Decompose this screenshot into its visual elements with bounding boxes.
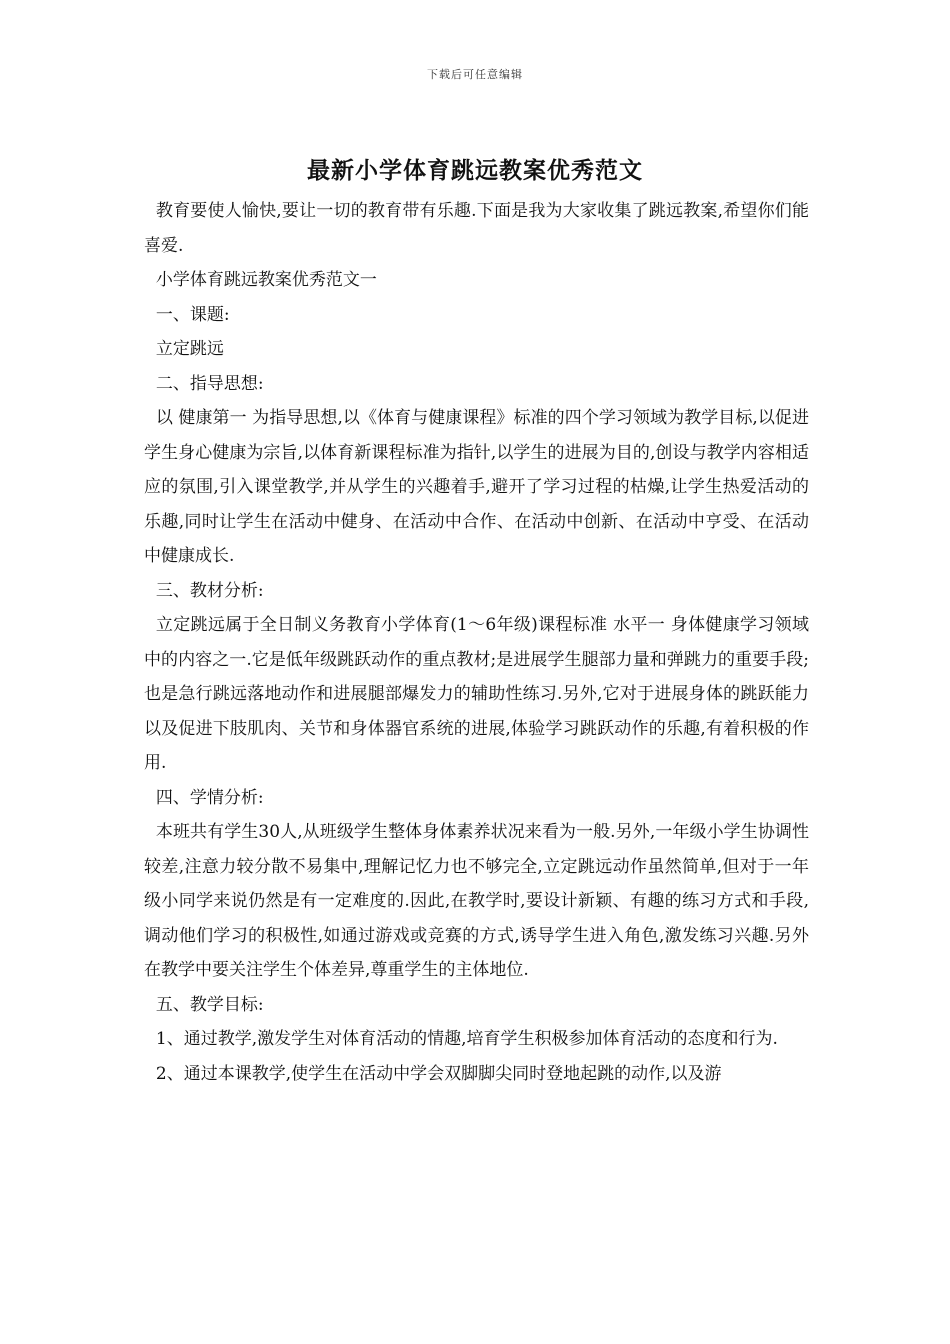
document-body bbox=[144, 194, 809, 1091]
header-note: 下载后可任意编辑 bbox=[427, 68, 523, 81]
paragraph-topic: 立定跳远 bbox=[155, 339, 224, 359]
paragraph-student-analysis: 本班共有学生30人,从班级学生整体身体素养状况来看为一般.另外,一年级小学生协调性较差,注意力较分散不易集中,理解记忆力也不够完全,立定跳远动作虽然简单,但对于一年级小同学来说仍然是有一定难度的.因此,在教学时,要设计新颖、有趣的练习方式和手段,调动他们学习的积极性,如通过游戏或竞赛的方式,诱导学生进入角色,激发练习兴趣.另外在教学中要关注学生个体差异,尊重学生的主体地位. bbox=[144, 822, 809, 980]
document-title: 最新小学体育跳远教案优秀范文 bbox=[307, 157, 643, 184]
paragraph-intro: 教育要使人愉快,要让一切的教育带有乐趣.下面是我为大家收集了跳远教案,希望你们能喜爱. bbox=[144, 201, 809, 256]
heading-topic: 一、课题: bbox=[155, 304, 230, 325]
paragraph-guiding-thought: 以 健康第一 为指导思想,以《体育与健康课程》标准的四个学习领域为教学目标,以促进学生身心健康为宗旨,以体育新课程标准为指针,以学生的进展为目的,创设与教学内容相适应的氛围,引入课堂教学,并从学生的兴趣着手,避开了学习过程的枯燥,让学生热爱活动的乐趣,同时让学生在活动中健身、在活动中合作、在活动中创新、在活动中亨受、在活动中健康成长. bbox=[144, 408, 809, 566]
paragraph-material-analysis: 立定跳远属于全日制义务教育小学体育(1～6年级)课程标准 水平一 身体健康学习领域中的内容之一.它是低年级跳跃动作的重点教材;是进展学生腿部力量和弹跳力的重要手段;也是急行跳远落地动作和进展腿部爆发力的辅助性练习.另外,它对于进展身体的跳跃能力以及促进下肢肌肉、关节和身体器官系统的进展,体验学习跳跃动作的乐趣,有着积极的作用. bbox=[144, 615, 809, 773]
section-title: 小学体育跳远教案优秀范文一 bbox=[155, 270, 377, 290]
heading-student-analysis: 四、学情分析: bbox=[155, 787, 264, 808]
paragraph-goal-2: 2、通过本课教学,使学生在活动中学会双脚脚尖同时登地起跳的动作,以及游 bbox=[155, 1063, 722, 1084]
paragraph-goal-1: 1、通过教学,激发学生对体育活动的情趣,培育学生积极参加体育活动的态度和行为. bbox=[155, 1029, 778, 1049]
heading-material-analysis: 三、教材分析: bbox=[155, 580, 264, 601]
heading-guiding-thought: 二、指导思想: bbox=[155, 373, 264, 394]
heading-teaching-goals: 五、教学目标: bbox=[155, 994, 264, 1015]
